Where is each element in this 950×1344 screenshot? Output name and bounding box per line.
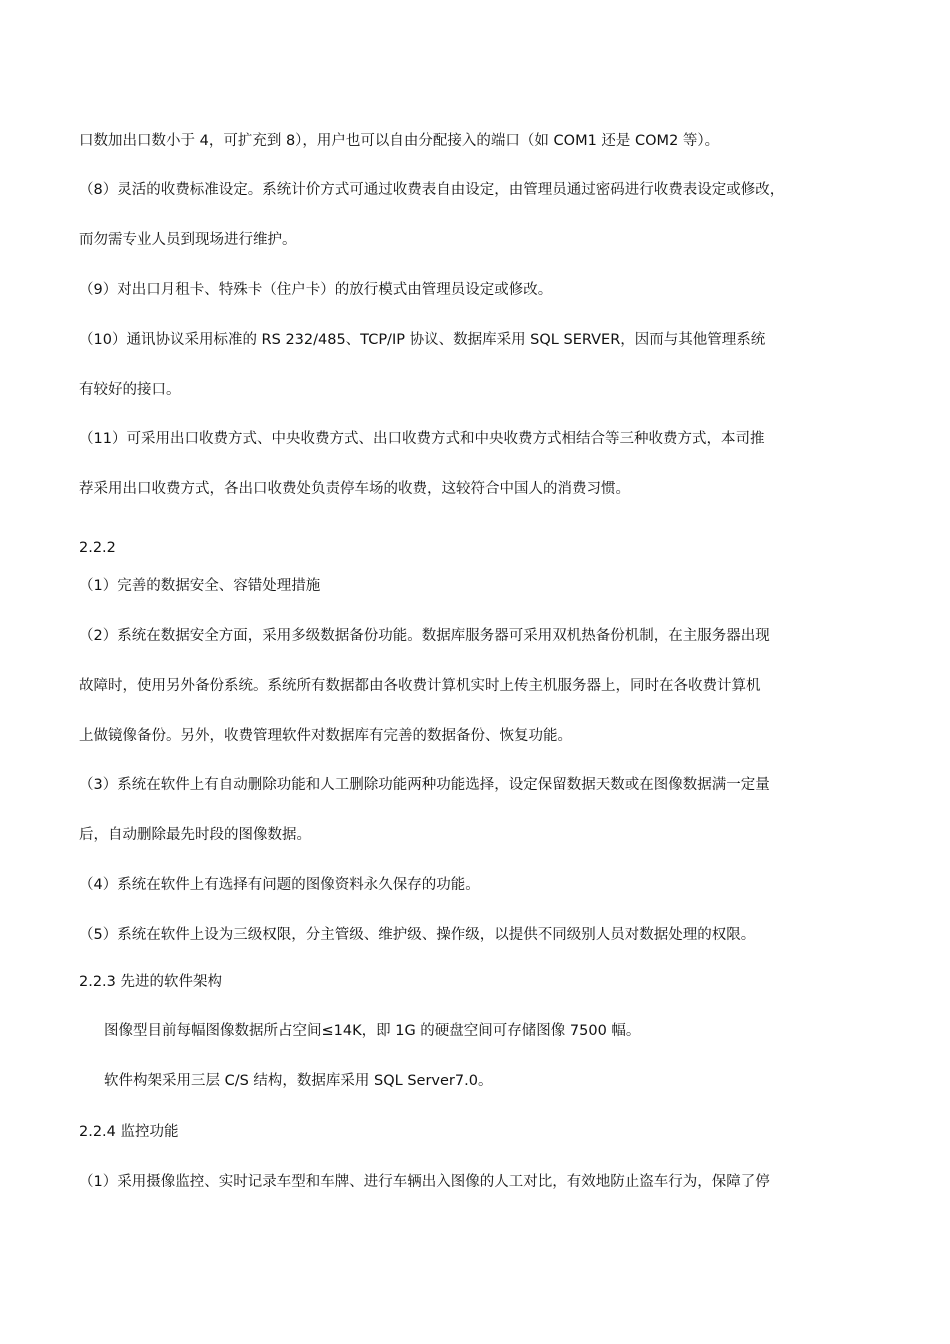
text-line: 有较好的接口。	[79, 382, 181, 398]
section-heading: 2.2.4 监控功能	[79, 1124, 179, 1140]
text-line: 软件构架采用三层 C/S 结构，数据库采用 SQL Server7.0。	[104, 1073, 493, 1089]
text-line: （8）灵活的收费标准设定。系统计价方式可通过收费表自由设定，由管理员通过密码进行收费表设定或修改，	[79, 182, 785, 198]
text-line: （5）系统在软件上设为三级权限，分主管级、维护级、操作级，以提供不同级别人员对数据处理的权限。	[79, 927, 756, 943]
text-line: （9）对出口月租卡、特殊卡（住户卡）的放行模式由管理员设定或修改。	[79, 282, 553, 298]
text-line: （3）系统在软件上有自动删除功能和人工删除功能两种功能选择，设定保留数据天数或在图像数据满一定量	[79, 777, 770, 793]
text-line: 上做镜像备份。另外，收费管理软件对数据库有完善的数据备份、恢复功能。	[79, 728, 572, 744]
text-line: 图像型目前每幅图像数据所占空间≤14K，即 1G 的硬盘空间可存储图像 7500 幅。	[104, 1023, 641, 1039]
section-heading: 2.2.3 先进的软件架构	[79, 974, 223, 990]
text-line: 荐采用出口收费方式，各出口收费处负责停车场的收费，这较符合中国人的消费习惯。	[79, 481, 630, 497]
text-line: （10）通讯协议采用标准的 RS 232/485、TCP/IP 协议、数据库采用 SQL SERVER，因而与其他管理系统	[79, 332, 766, 348]
text-line: （11）可采用出口收费方式、中央收费方式、出口收费方式和中央收费方式相结合等三种收费方式，本司推	[79, 431, 765, 447]
text-line: 后，自动删除最先时段的图像数据。	[79, 827, 311, 843]
text-line: （1）完善的数据安全、容错处理措施	[79, 578, 321, 594]
text-line: （1）采用摄像监控、实时记录车型和车牌、进行车辆出入图像的人工对比，有效地防止盗车行为，保障了停	[79, 1174, 770, 1190]
section-heading: 2.2.2	[79, 540, 116, 556]
text-line: 故障时，使用另外备份系统。系统所有数据都由各收费计算机实时上传主机服务器上，同时在各收费计算机	[79, 678, 761, 694]
text-line: （2）系统在数据安全方面，采用多级数据备份功能。数据库服务器可采用双机热备份机制，在主服务器出现	[79, 628, 770, 644]
text-line: （4）系统在软件上有选择有问题的图像资料永久保存的功能。	[79, 877, 480, 893]
text-line: 口数加出口数小于 4，可扩充到 8），用户也可以自由分配接入的端口（如 COM1 还是 COM2 等）。	[79, 133, 720, 149]
text-line: 而勿需专业人员到现场进行维护。	[79, 232, 297, 248]
